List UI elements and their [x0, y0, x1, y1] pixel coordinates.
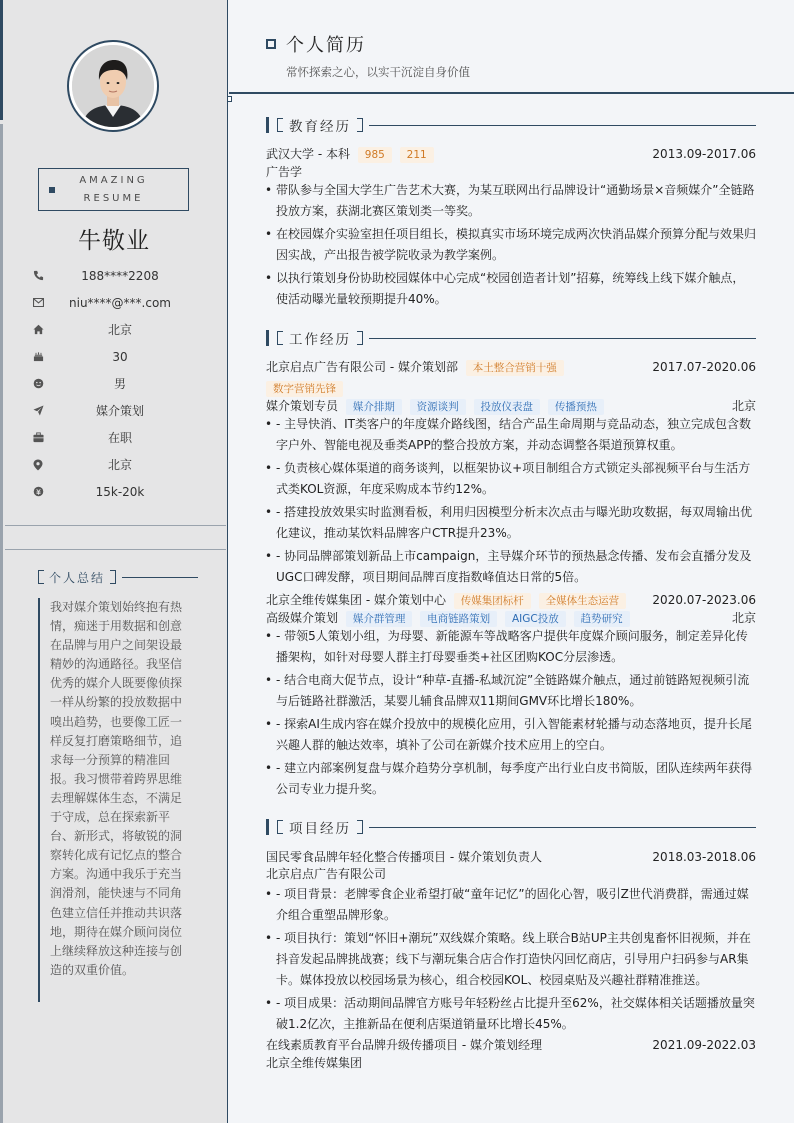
section-heading — [266, 116, 756, 134]
header-rule — [229, 92, 794, 94]
list-item: • - 项目成果：活动期间品牌官方账号年轻粉丝占比提升至62%，社交媒体相关话题播放量突破1.2亿次，主推新品在便利店渠道销量环比增长45%。 — [266, 993, 756, 1035]
sidebar-divider — [5, 525, 226, 526]
info-value: 15k-20k — [95, 484, 145, 499]
info-status — [30, 424, 210, 451]
company-tag: 数字营销先锋 — [266, 381, 343, 397]
company-tag: 传媒集团标杆 — [454, 593, 531, 609]
info-value: 30 — [112, 349, 128, 364]
list-item: • 以执行策划身份协助校园媒体中心完成“校园创造者计划”招募，统筹线上线下媒介触点，使活动曝光量较预期提升40%。 — [266, 268, 756, 310]
work-section — [266, 329, 756, 796]
project-header-row — [266, 1036, 756, 1054]
section-title: 工作经历 — [289, 332, 351, 348]
rule-marker-icon — [227, 96, 232, 102]
main-content — [229, 0, 794, 1123]
info-value: niu****@***.com — [69, 295, 171, 310]
job-tag-row — [262, 379, 752, 397]
job-role-row — [266, 397, 756, 415]
info-value: 在职 — [107, 431, 132, 445]
info-residence — [30, 316, 210, 343]
job-city: 北京 — [731, 399, 756, 413]
info-value: 男 — [113, 377, 126, 391]
project-org: 北京全维传媒集团 — [266, 1056, 363, 1070]
info-location — [30, 451, 210, 478]
job-header-row — [266, 358, 756, 376]
school-tag: 211 — [400, 147, 434, 163]
list-item: • 带队参与全国大学生广告艺术大赛，为某互联网出行品牌设计“通勤场景×音频媒介”全链路投放方案，获湖北赛区策划类一等奖。 — [266, 180, 756, 222]
skill-tag: AIGC投放 — [505, 611, 566, 627]
job-date: 2020.07-2023.06 — [652, 593, 756, 607]
section-heading — [266, 329, 756, 347]
info-value: 188****2208 — [81, 268, 159, 283]
heading-rule — [369, 125, 756, 126]
list-item: • - 协同品牌部策划新品上市campaign，主导媒介环节的预热悬念传播、发布会直播分发及UGC口碑发酵，项目期间品牌百度指数峰值达日常的5倍。 — [266, 546, 756, 588]
candidate-name: 牛敬业 — [78, 228, 150, 254]
sidebar — [0, 0, 228, 1123]
school-tag: 985 — [358, 147, 392, 163]
summary-text: 我对媒介策划始终抱有热情，痴迷于用数据和创意在品牌与用户之间架设最精妙的沟通路径。我坚信优秀的媒介人既要像侦探一样从纷繁的投放数据中嗅出趋势，也要像工匠一样反复打磨策略细节，追求每一分预算的精准回报。我习惯带着跨界思维去理解媒体生态，不满足于守成，总在探索新平台、新形式，将敏锐的洞察转化成有记忆点的整合方案。沟通中我乐于充当润滑剂，能快速与不同角色建立信任并推动共识落地，期待在媒介顾问岗位上继续释放这种连接与创造的双重价值。 — [38, 598, 188, 1002]
info-gender — [30, 370, 210, 397]
info-value: 北京 — [107, 323, 132, 337]
job-date: 2017.07-2020.06 — [652, 360, 756, 374]
page-title: 个人简历 — [286, 35, 366, 56]
project-name: 国民零食品牌年轻化整合传播项目 - 媒介策划负责人 — [266, 850, 542, 864]
education-header-row — [266, 145, 756, 163]
bracket-right-icon — [357, 118, 363, 132]
list-item: • - 项目背景：老牌零食企业希望打破“童年记忆”的固化心智，吸引Z世代消费群，需通过媒介组合重塑品牌形象。 — [266, 884, 756, 926]
summary-heading — [38, 569, 198, 585]
list-item: • - 探索AI生成内容在媒介投放中的规模化应用，引入智能素材轮播与动态落地页，提升长尾兴趣人群的触达效率，填补了公司在新媒介技术应用上的空白。 — [266, 714, 756, 756]
avatar — [67, 40, 159, 132]
sidebar-accent-bar — [0, 0, 3, 120]
skill-tag: 资源谈判 — [410, 399, 466, 415]
badge-line-1: AMAZING — [79, 174, 148, 186]
company-name: 北京全维传媒集团 - 媒介策划中心 — [266, 593, 446, 607]
list-item: • - 结合电商大促节点，设计“种草-直播-私域沉淀”全链路媒介触点，通过前链路短视频引流与后链路社群激活，某婴儿辅食品牌双11期间GMV环比增长180%。 — [266, 670, 756, 712]
heading-bar — [266, 819, 269, 835]
bracket-right-icon — [110, 570, 116, 584]
skill-tag: 媒介群管理 — [346, 611, 413, 627]
info-age — [30, 343, 210, 370]
section-heading — [266, 818, 756, 836]
title-square-icon — [266, 39, 276, 49]
list-item: • - 搭建投放效果实时监测看板，利用归因模型分析末次点击与曝光助攻数据，每双周输出优化建议，推动某饮料品牌客户CTR提升23%。 — [266, 502, 756, 544]
bracket-right-icon — [357, 331, 363, 345]
education-section — [266, 116, 757, 306]
job-role: 媒介策划专员 — [266, 399, 339, 413]
list-item: • 在校园媒介实验室担任项目组长，模拟真实市场环境完成两次快消品媒介预算分配与效果归因实战，产出报告被学院收录为教学案例。 — [266, 224, 756, 266]
school-name: 武汉大学 - 本科 — [266, 147, 350, 161]
heading-rule — [369, 338, 756, 339]
job-role-row — [266, 609, 756, 627]
section-title: 教育经历 — [289, 119, 351, 135]
info-position — [30, 397, 210, 424]
project-header-row — [266, 848, 756, 866]
info-value: 媒介策划 — [95, 404, 144, 418]
section-title: 项目经历 — [289, 821, 351, 837]
list-item: • - 主导快消、IT类客户的年度媒介路线图，结合产品生命周期与竞品动态，独立完成包含数字户外、智能电视及垂类APP的整合投放方案，并动态调整各渠道预算权重。 — [266, 414, 756, 456]
job-header-row — [266, 591, 756, 609]
heading-rule — [369, 827, 756, 828]
heading-bar — [266, 117, 269, 133]
skill-tag: 趋势研究 — [574, 611, 630, 627]
list-item: • - 负责核心媒体渠道的商务谈判，以框架协议+项目制组合方式锁定头部视频平台与生活方式类KOL资源，年度采购成本节约12%。 — [266, 458, 756, 500]
page-title-row — [266, 31, 366, 57]
summary-title: 个人总结 — [49, 570, 106, 585]
skill-tag: 传播预热 — [548, 399, 604, 415]
major: 广告学 — [266, 165, 303, 179]
avatar-photo — [72, 45, 154, 127]
job-role: 高级媒介策划 — [266, 611, 339, 625]
list-item: • - 带领5人策划小组，为母婴、新能源车等战略客户提供年度媒介顾问服务，制定差异化传播架构，如针对母婴人群主打母婴垂类+社区团购KOC分层渗透。 — [266, 626, 756, 668]
badge-line-2: RESUME — [83, 192, 144, 204]
amazing-resume-badge — [38, 168, 189, 211]
info-value: 北京 — [107, 458, 132, 472]
projects-section — [266, 818, 756, 1070]
badge-square-icon — [49, 187, 55, 193]
sidebar-divider — [5, 549, 226, 550]
list-item: • - 项目执行：策划“怀旧+潮玩”双线媒介策略。线上联合B站UP主共创鬼畜怀旧视频，并在抖音发起品牌挑战赛；线下与潮玩集合店合作打造快闪回忆商店，引导用户扫码参与AR集卡。媒体投放以校园场景为核心，组合校园KOL、校园桌贴及兴趣社群精准推送。 — [266, 928, 756, 991]
project-org: 北京启点广告有限公司 — [266, 867, 387, 881]
sidebar-edge-bar — [0, 124, 3, 1123]
skill-tag: 电商链路策划 — [420, 611, 497, 627]
list-item: • - 建立内部案例复盘与媒介趋势分享机制，每季度产出行业白皮书简版，团队连续两年获得公司专业力提升奖。 — [266, 758, 756, 800]
info-salary — [30, 478, 210, 505]
heading-rule — [122, 577, 198, 578]
job-city: 北京 — [731, 611, 756, 625]
page-subtitle: 常怀探索之心，以实干沉淀自身价值 — [286, 65, 470, 79]
project-name: 在线素质教育平台品牌升级传播项目 - 媒介策划经理 — [266, 1038, 542, 1052]
skill-tag: 媒介排期 — [346, 399, 402, 415]
info-phone — [30, 262, 210, 289]
company-tag: 全媒体生态运营 — [539, 593, 627, 609]
project-date: 2018.03-2018.06 — [652, 850, 756, 864]
bracket-right-icon — [357, 820, 363, 834]
company-name: 北京启点广告有限公司 - 媒介策划部 — [266, 360, 458, 374]
company-tag: 本土整合营销十强 — [466, 360, 564, 376]
heading-bar — [266, 330, 269, 346]
project-date: 2021.09-2022.03 — [652, 1038, 756, 1052]
education-date: 2013.09-2017.06 — [652, 147, 756, 161]
skill-tag: 投放仪表盘 — [474, 399, 541, 415]
info-email — [30, 289, 210, 316]
personal-info-list — [30, 262, 210, 505]
